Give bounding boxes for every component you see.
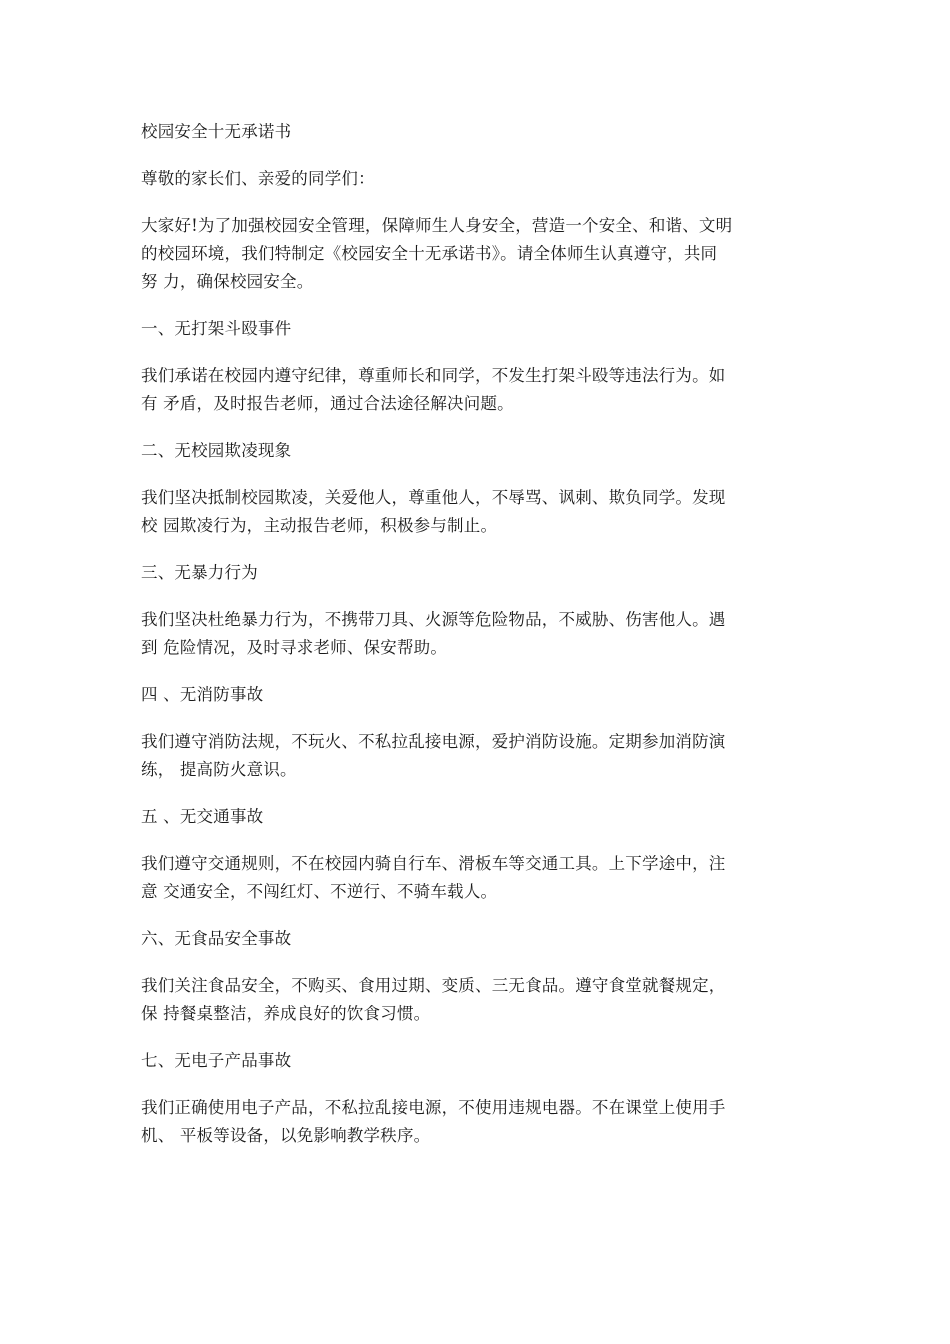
section-line: 我们坚决杜绝暴力行为，不携带刀具、火源等危险物品，不威胁、伤害他人。遇: [141, 610, 726, 629]
section-body-6: [141, 972, 809, 1028]
section-body-1: [141, 362, 809, 418]
section-line: 到 危险情况，及时寻求老师、保安帮助。: [141, 638, 448, 657]
section-line: 练， 提高防火意识。: [141, 760, 297, 779]
section-line: 我们遵守消防法规，不玩火、不私拉乱接电源，爱护消防设施。定期参加消防演: [141, 732, 726, 751]
section-line: 机、 平板等设备，以免影响教学秩序。: [141, 1126, 431, 1145]
section-heading-7: 七、无电子产品事故: [141, 1051, 292, 1070]
section-line: 我们坚决抵制校园欺凌，关爱他人，尊重他人，不辱骂、讽刺、欺负同学。发现: [141, 488, 726, 507]
section-line: 我们承诺在校园内遵守纪律，尊重师长和同学，不发生打架斗殴等违法行为。如: [141, 366, 726, 385]
section-line: 校 园欺凌行为，主动报告老师，积极参与制止。: [141, 516, 498, 535]
section-line: 意 交通安全，不闯红灯、不逆行、不骑车载人。: [141, 882, 498, 901]
section-heading-6: 六、无食品安全事故: [141, 929, 292, 948]
section-heading-2: 二、无校园欺凌现象: [141, 441, 292, 460]
section-body-5: [141, 850, 809, 906]
section-line: 我们关注食品安全，不购买、食用过期、变质、三无食品。遵守食堂就餐规定，: [141, 976, 726, 995]
section-heading-5: 五 、无交通事故: [141, 807, 264, 826]
section-line: 我们正确使用电子产品，不私拉乱接电源，不使用违规电器。不在课堂上使用手: [141, 1098, 726, 1117]
section-line: 有 矛盾，及时报告老师，通过合法途径解决问题。: [141, 394, 514, 413]
section-line: 保 持餐桌整洁，养成良好的饮食习惯。: [141, 1004, 431, 1023]
section-body-7: [141, 1094, 809, 1150]
section-heading-3: 三、无暴力行为: [141, 563, 258, 582]
section-body-3: [141, 606, 809, 662]
document-title: 校园安全十无承诺书: [141, 122, 292, 141]
section-heading-1: 一、无打架斗殴事件: [141, 319, 292, 338]
intro-line: 努 力，确保校园安全。: [141, 272, 314, 291]
intro-line: 大家好!为了加强校园安全管理，保障师生人身安全，营造一个安全、和谐、文明: [141, 216, 733, 235]
section-body-2: [141, 484, 809, 540]
document-body: [141, 118, 809, 1169]
intro-line: 的校园环境，我们特制定《校园安全十无承诺书》。请全体师生认真遵守，共同: [141, 244, 718, 263]
intro-paragraph: [141, 212, 809, 296]
section-line: 我们遵守交通规则，不在校园内骑自行车、滑板车等交通工具。上下学途中，注: [141, 854, 726, 873]
salutation: 尊敬的家长们、亲爱的同学们：: [141, 169, 375, 188]
section-heading-4: 四 、无消防事故: [141, 685, 264, 704]
section-body-4: [141, 728, 809, 784]
